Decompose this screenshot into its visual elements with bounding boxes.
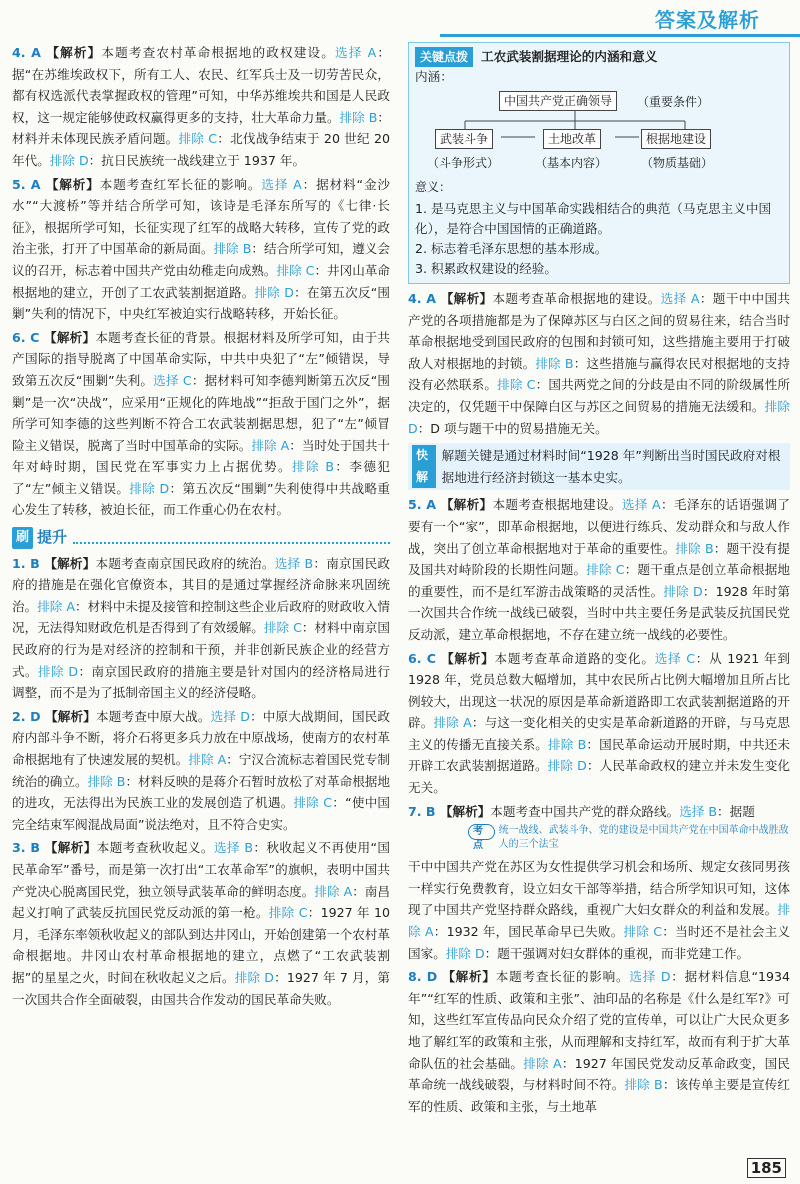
answer-item (12, 553, 390, 704)
analysis-text: ：与这一变化相关的史实是革命新道路的开辟，与马克思主义的传播无直接关系。 (408, 715, 791, 752)
analysis-text: 干中中国共产党在苏区为女性提供学习机会和场所、规定女孩同男孩一样实行免费教育，设立妇女干部等举措，结合所学知识可知，这体现了中国共产党坚持群众路线，重视广大妇女群众的利益和发展。 (408, 859, 790, 918)
analysis-text: ：李德犯了“左”倾主义错误。 (12, 459, 391, 496)
analysis-text: ：D 项与题干中的贸易措施无关。 (417, 420, 608, 436)
answer-item (12, 837, 390, 1010)
option-marker: 排除 A (251, 437, 290, 453)
analysis-text: ：在第五次反“围剿”失利的情况下，中央红军被迫实行战略转移，开始长征。 (12, 284, 391, 322)
diagram-box-2: 土地改革 (543, 129, 601, 149)
option-marker: 排除 C (178, 131, 218, 147)
analysis-text: ：题干中中国共产党的各项措施都是为了保障苏区与白区之间的贸易往来，结合当时革命根据地受到国民政府的包围和封锁可知，这些措施主要用于打破敌人对根据地的封锁。 (408, 291, 791, 371)
option-marker: 排除 C (293, 795, 333, 811)
analysis-text: ：当时处于国共十年对峙时期，国民党在军事实力上占据优势。 (12, 437, 391, 475)
analysis-text: 本题考查革命道路的变化。 (494, 650, 655, 666)
keypoint-y1: 1. 是马克思主义与中国革命实践相结合的典范（马克思主义中国化），是符合中国国情的正确道路。 (415, 201, 772, 236)
note-text: 统一战线、武装斗争、党的建设是中国共产党在中国革命中战胜敌人的三个法宝 (498, 825, 789, 851)
diagram-top-cond: （重要条件） (637, 95, 710, 109)
analysis-text: 本题考查中原大战。 (96, 708, 211, 724)
analysis-text: ：井冈山革命根据地的建立，开创了工农武装割据道路。 (12, 262, 391, 300)
analysis-tag: 【解析】 (441, 650, 495, 666)
keypoint-box (408, 42, 790, 284)
analysis-text: ：“使中国完全结束军阀混战局面”说法绝对，且不符合史实。 (12, 795, 391, 832)
option-marker: 排除 A (523, 1055, 562, 1071)
analysis-text: ：南昌起义打响了武装反抗国民党反动派的第一枪。 (12, 883, 391, 921)
option-marker: 排除 C (268, 905, 308, 921)
keypoint-y3: 3. 积累政权建设的经验。 (415, 261, 557, 276)
analysis-text: ：结合所学可知，遵义会议的召开，标志着中国共产党由幼稚走向成熟。 (12, 241, 390, 278)
analysis-tag: 【解析】 (440, 497, 493, 513)
option-marker: 排除 D (254, 284, 294, 300)
answer-number: 4. A (12, 45, 47, 60)
section-name: 提升 (37, 528, 68, 547)
analysis-text: ：据材料信息“1934 年”“红军的性质、政策和主张”、油印品的名称是《什么是红军?》可知，这些红军宣传品向民众介绍了党的宣传单，可以让广大民众更多地了解红军的政策和主张，从而理解和支持红军，故而有利于扩大革命队伍的社会基础。 (408, 969, 791, 1071)
analysis-text: 本题考查中国共产党的群众路线。 (490, 803, 680, 819)
option-marker: 排除 D (547, 758, 587, 774)
option-marker: 选择 B (679, 803, 718, 819)
option-marker: 排除 C (586, 562, 625, 578)
keypoint-title: 工农武装割据理论的内涵和意义 (481, 49, 658, 64)
fast-badge: 快解 (412, 445, 436, 488)
analysis-text: ：据材料可知李德判断第五次反“围剿”是一次“决战”，应采用“正规化的阵地战”“拒敌于国门之外”，据所学可知李德的这些判断不符合工农武装割据思想，犯了“左”倾冒险主义错误，脱离了当时中国革命的实际。 (12, 372, 390, 453)
analysis-tag: 【解析】 (44, 329, 96, 345)
analysis-text: ：1932 年，国民革命早已失败。 (433, 924, 624, 940)
analysis-text: ：1928 年时第一次国共合作统一战线已破裂，当时中共主要任务是武装反抗国民党反动派，建立革命根据地，不存在建立统一战线的必要性。 (408, 583, 791, 642)
option-marker: 排除 D (234, 969, 275, 985)
exam-point-note (468, 824, 790, 852)
option-marker: 排除 B (624, 1077, 663, 1093)
answer-number: 5. A (408, 497, 441, 513)
diagram-sub-1: （斗争形式） (427, 156, 500, 170)
option-marker: 排除 A (188, 752, 227, 767)
diagram-sub-2: （基本内容） (535, 156, 608, 170)
option-marker: 选择 A (261, 176, 302, 192)
fast-tip (408, 443, 790, 490)
analysis-text: ：1927 年 10 月，毛泽东率领秋收起义的部队到达井冈山，开始创建第一个农村革命根据地。井冈山农村革命根据地的建立，点燃了“工农武装割据”的星星之火，时间在秋收起义之后。 (12, 905, 391, 985)
analysis-tag: 【解析】 (45, 176, 100, 192)
option-marker: 选择 B (213, 840, 253, 856)
section-divider (73, 532, 390, 544)
answer-number: 4. A (408, 291, 441, 306)
analysis-text: ：南京国民政府的措施是在强化官僚资本，其目的是通过掌握经济命脉来巩固统治。 (12, 555, 390, 614)
analysis-text: ：据题 (717, 803, 755, 819)
analysis-text: ：宁汉合流标志着国民党专制统治的确立。 (12, 752, 391, 789)
answer-number: 7. B (408, 803, 440, 819)
keypoint-neihan: 内涵： (415, 69, 453, 84)
analysis-text: ：材料中南京国民政府的行为是对经济的控制和干预，并非创新民族企业的经营方式。 (12, 620, 391, 679)
analysis-text: ：抗日民族统一战线建立于 1937 年。 (88, 152, 306, 168)
analysis-text: 本题考查农村革命根据地的政权建设。 (101, 45, 336, 60)
diagram-box-1: 武装斗争 (435, 129, 493, 149)
analysis-text: ：当时还不是社会主义国家。 (408, 924, 791, 961)
option-marker: 排除 B (213, 241, 252, 257)
analysis-text: ：中原大战期间，国民政府内部斗争不断，将介石将更多兵力放在中原战场，使南方的农村革命根据地有了快速发展的契机。 (12, 708, 390, 767)
fast-text: 解题关键是通过材料时间“1928 年”判断出当时国民政府对根据地进行经济封锁这一基本史实。 (441, 448, 781, 485)
answer-item (12, 42, 390, 172)
answer-item (408, 288, 790, 439)
option-marker: 排除 C (263, 620, 302, 636)
analysis-text: ：该传单主要是宣传红军的性质、政策和主张，与土地革 (408, 1077, 791, 1114)
option-marker: 排除 A (408, 902, 790, 940)
option-marker: 排除 C (623, 924, 663, 940)
option-marker: 排除 A (37, 598, 76, 614)
diagram-sub-3: （物质基础） (641, 156, 714, 170)
right-items (408, 288, 790, 439)
option-marker: 排除 B (675, 540, 714, 556)
analysis-text: ：秋收起义不再使用“国民革命军”番号，而是第一次打出“工农革命军”的旗帜，表明中国共产党决心脱离国民党，独立领导武装革命的鲜明态度。 (12, 840, 391, 899)
option-marker: 选择 C (153, 372, 192, 388)
analysis-text: ：据材料“金沙水”“大渡桥”等并结合所学可知，该诗是毛泽东所写的《七律·长征》，根据所学可知，长征实现了红军的战略大转移，宣传了党的政治主张，打开了中国革命的新局面。 (12, 176, 391, 257)
answer-item (12, 327, 390, 521)
diagram-top-box: 中国共产党正确领导 (499, 91, 617, 111)
option-marker: 排除 B (548, 736, 587, 752)
option-marker: 排除 D (38, 663, 79, 679)
analysis-text: 本题考查秋收起义。 (96, 840, 214, 856)
header-bar (440, 34, 800, 37)
option-marker: 选择 B (274, 555, 314, 571)
keypoint-y2: 2. 标志着毛泽东思想的基本形成。 (415, 241, 608, 256)
keypoint-badge: 关键点拨 (415, 47, 473, 67)
analysis-text: ：材料并未体现民族矛盾问题。 (12, 109, 390, 147)
analysis-text: ：材料中未提及接管和控制这些企业后政府的财政收入情况，无法得知财政危机是否得到了有效缓解。 (12, 598, 391, 636)
option-marker: 排除 D (129, 480, 170, 496)
diagram-box-3: 根据地建设 (641, 129, 711, 149)
option-marker: 选择 C (654, 650, 696, 666)
answer-item (12, 174, 390, 325)
right2-items (408, 494, 790, 822)
left-items (12, 42, 390, 521)
answer-item (408, 856, 790, 964)
option-marker: 排除 B (87, 773, 126, 789)
page-number: 185 (747, 1158, 786, 1178)
analysis-text: ：材料反映的是蒋介石暂时放松了对革命根据地的进攻，无法得出为民族工业的发展创造了机遇。 (12, 773, 390, 811)
option-marker: 排除 D (408, 398, 791, 436)
answer-number: 6. C (408, 650, 442, 666)
analysis-text: ：题干没有提及国共对峙阶段的长期性问题。 (408, 540, 790, 578)
answer-number: 2. D (12, 708, 46, 724)
option-marker: 选择 A (660, 291, 700, 306)
analysis-tag: 【解析】 (45, 708, 96, 724)
analysis-tag: 【解析】 (439, 803, 491, 819)
note-badge: 考点 (468, 824, 495, 840)
analysis-text: 本题考查长征的背景。根据材料及所学可知，由于共产国际的指导脱离了中国革命实际，中共中央犯了“左”倾错误，导致第五次反“围剿”失利。 (12, 329, 391, 388)
option-marker: 排除 D (663, 583, 703, 599)
option-marker: 排除 A (314, 883, 353, 899)
analysis-text: ：从 1921 年到 1928 年，党员总数大幅增加，其中农民所占比例大幅增加且所占比例较大，出现这一状况的原因是革命新道路即工农武装割据道路的开辟。 (408, 650, 791, 731)
option-marker: 选择 D (210, 708, 250, 724)
answer-item (408, 494, 790, 645)
answer-number: 1. B (12, 555, 45, 571)
option-marker: 选择 A (621, 497, 661, 513)
section-heading (12, 527, 390, 549)
analysis-text: ：1927 年 7 月，第一次国共合作全面破裂，由国共合作发动的国民革命失败。 (12, 969, 391, 1007)
analysis-text: ：题干强调对妇女群体的重视，而非党建工作。 (484, 945, 750, 961)
analysis-text: ：南京国民政府的措施主要是针对国内的经济格局进行调整，而不是为了抵制帝国主义的经济侵略。 (12, 663, 391, 701)
analysis-tag: 【解析】 (44, 555, 96, 571)
analysis-text: 本题考查革命根据地的建设。 (492, 291, 661, 306)
analysis-text: 本题考查长征的影响。 (495, 969, 630, 985)
option-marker: 排除 D (445, 945, 485, 961)
analysis-tag: 【解析】 (44, 840, 97, 856)
option-marker: 排除 B (535, 355, 574, 371)
analysis-text: ：第五次反“围剿”失利使得中共战略重心发生了转移，被迫长征，而工作重心仍在农村。 (12, 480, 390, 518)
page-header (0, 0, 800, 40)
left-column (12, 42, 390, 1012)
answer-number: 8. D (408, 969, 443, 985)
analysis-text: 本题考查红军长征的影响。 (99, 176, 262, 192)
analysis-text: ：题干重点是创立革命根据地的重要性，而不是红军游击战策略的灵活性。 (408, 562, 791, 599)
analysis-text: ：北伐战争结束于 20 世纪 20 年代。 (12, 131, 391, 168)
keypoint-diagram (415, 89, 783, 197)
option-marker: 排除 D (49, 152, 89, 168)
option-marker: 排除 C (276, 262, 315, 278)
analysis-text: ：据“在苏维埃政权下，所有工人、农民、红军兵士及一切劳苦民众，都有权选派代表掌握政权的管理”可知，中华苏维埃共和国是人民政权，这一规定能够使政权赢得更多的支持，壮大革命力量。 (12, 45, 391, 125)
analysis-text: ：国民革命运动开展时期，中共还未开辟工农武装割据道路。 (408, 736, 790, 774)
option-marker: 选择 A (335, 45, 377, 60)
answer-item (408, 966, 790, 1117)
option-marker: 选择 D (629, 969, 671, 985)
answer-number: 3. B (12, 840, 45, 856)
analysis-text: ：人民革命政权的建立并未发生变化无关。 (408, 758, 791, 796)
answer-item (408, 648, 790, 799)
header-title: 答案及解析 (655, 8, 760, 32)
analysis-tag: 【解析】 (440, 291, 493, 306)
left2-items (12, 553, 390, 1010)
analysis-text: 本题考查南京国民政府的统治。 (95, 555, 275, 571)
keypoint-yiyi: 意义： (415, 180, 452, 194)
option-marker: 排除 B (339, 109, 378, 125)
answer-number: 6. C (12, 329, 45, 345)
right-column (408, 42, 790, 1119)
option-marker: 排除 B (291, 459, 335, 475)
option-marker: 排除 C (497, 377, 536, 393)
analysis-tag: 【解析】 (442, 969, 496, 985)
analysis-text: ：毛泽东的话语强调了要有一个“家”，即革命根据地，以便进行练兵、发动群众和与敌人作战，突出了创立革命根据地对于革命的重要性。 (408, 497, 791, 556)
analysis-text: ：国共两党之间的分歧是由不同的阶级属性所决定的，仅凭题干中保障白区与苏区之间贸易的措施无法缓和。 (408, 377, 791, 414)
answer-item (12, 706, 390, 836)
analysis-tag: 【解析】 (46, 45, 102, 60)
analysis-text: 本题考查根据地建设。 (492, 497, 622, 513)
right3-items (408, 856, 790, 1117)
analysis-text: ：这些措施与赢得农民对根据地的支持没有必然联系。 (408, 355, 790, 393)
section-badge: 刷 (12, 527, 33, 549)
option-marker: 排除 A (433, 715, 472, 731)
answer-number: 5. A (12, 176, 46, 192)
keypoint-head (415, 47, 783, 67)
analysis-text: ：1927 年国民党发动反革命政变，国民革命统一战线破裂，与材料时间不符。 (408, 1055, 790, 1093)
answer-item (408, 801, 790, 823)
